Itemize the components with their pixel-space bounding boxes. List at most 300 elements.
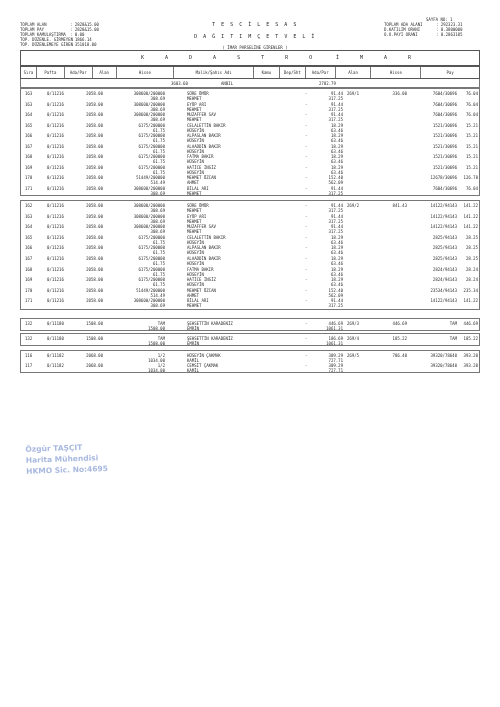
column-header: Pafta xyxy=(37,67,65,78)
row-dep-area: 562.09 xyxy=(328,180,343,185)
row-hisse: 6175/200000 xyxy=(138,234,165,240)
column-header: Alan xyxy=(336,67,372,78)
row-dep: 18.29 xyxy=(330,234,343,240)
row-father-name: MEHMET xyxy=(187,229,202,235)
row-imar-ada: 269/2 xyxy=(347,203,360,208)
row-owner-name: SÜRE ÖMÜR xyxy=(187,91,209,96)
row-hisse-area: 1508.00 xyxy=(148,341,165,346)
row-hisse: 6175/200000 xyxy=(138,256,165,261)
row-ada-par: 2058.00 xyxy=(86,277,103,283)
column-header: Pay xyxy=(446,70,454,75)
row-kamu-dash: - xyxy=(305,122,308,128)
row-dep: 91.44 xyxy=(330,91,343,96)
row-ada-par: 2068.00 xyxy=(86,353,103,358)
header-value: : 351018.00 xyxy=(70,42,97,47)
row-hisse-area: 61.75 xyxy=(152,159,165,164)
row-father-name: MEHMET xyxy=(187,218,202,224)
row-pay: 76.04 xyxy=(465,112,478,117)
row-hisse-area: 1508.00 xyxy=(148,326,165,331)
row-pay: 141.22 xyxy=(463,203,478,208)
row-pay: 126.78 xyxy=(463,175,478,180)
row-dep: 446.69 xyxy=(328,321,343,326)
row-owner-name: CELALETTİN BAKIR xyxy=(187,234,226,240)
header-label: D.KATILIM ORANI xyxy=(384,27,421,32)
row-number: 163 xyxy=(25,213,33,219)
row-dep: 91.44 xyxy=(330,213,343,219)
table-subrow xyxy=(21,303,481,310)
row-hisse: TAM xyxy=(157,336,165,341)
header-row xyxy=(384,32,463,37)
row-dep-area: 63.46 xyxy=(330,148,343,154)
row-dep-area: 63.46 xyxy=(330,261,343,266)
row-hisse: 6175/200000 xyxy=(138,122,165,128)
title-line-2: D A Ğ I T I M Ç E T V E L İ xyxy=(194,34,316,40)
row-owner-name: ALPASLAN BAKIR xyxy=(187,133,221,138)
title-line-3: ( İMAR PARSELİNE GİRENLER ) xyxy=(222,45,288,50)
column-header: Dep/Sht xyxy=(280,67,306,78)
row-dep: 91.44 xyxy=(330,224,343,230)
row-pafta: 0/11216 xyxy=(47,175,64,180)
row-pay: 28.25 xyxy=(465,234,478,240)
row-father-name: HÜSEYİN xyxy=(187,250,204,256)
row-imar-hisse: 2824/94143 xyxy=(432,277,457,283)
row-pafta: 0/11216 xyxy=(47,185,64,191)
column-header-row xyxy=(20,66,480,79)
row-father-name: AHMET xyxy=(187,292,200,298)
row-number: 165 xyxy=(25,122,33,128)
row-imar-hisse: 1521/30696 xyxy=(432,133,457,138)
row-imar-alan: 841.43 xyxy=(392,203,407,208)
row-kamu-dash: - xyxy=(305,245,308,251)
row-ada-par: 2058.00 xyxy=(86,122,103,128)
row-pafta: 0/11216 xyxy=(47,224,64,230)
row-father-name: HÜSEYİN xyxy=(187,261,204,266)
row-owner-name: CELALETTİN BAKIR xyxy=(187,122,226,128)
header-summary-left xyxy=(20,22,99,47)
row-dep: 18.29 xyxy=(330,245,343,251)
row-number: 168 xyxy=(25,154,33,159)
row-dep-area: 63.46 xyxy=(330,250,343,256)
row-father-name: HÜSEYİN xyxy=(187,159,204,164)
header-value: : 1866.14 xyxy=(70,37,92,42)
row-ada-par: 2058.00 xyxy=(86,213,103,219)
table-subrow xyxy=(21,368,481,375)
section-header xyxy=(20,50,480,66)
row-dep: 18.29 xyxy=(330,164,343,170)
row-kamu-dash: - xyxy=(305,133,308,138)
row-dep: 91.44 xyxy=(330,112,343,117)
row-kamu-dash: - xyxy=(305,287,308,293)
row-hisse: 308600/200000 xyxy=(133,203,165,208)
row-dep-area: 317.25 xyxy=(328,96,343,101)
row-pafta: 0/11216 xyxy=(47,203,64,208)
row-hisse-area: 308.69 xyxy=(150,229,165,235)
row-imar-hisse: 7604/30696 xyxy=(432,91,457,96)
first-row-name: ANBIL xyxy=(221,81,234,86)
row-hisse-area: 308.69 xyxy=(150,303,165,309)
header-value: : 0.2863185 xyxy=(436,32,463,37)
row-number: 164 xyxy=(25,224,33,230)
row-pay: 28.24 xyxy=(465,277,478,283)
row-imar-hisse: 2825/94143 xyxy=(432,245,457,251)
parcel-group-2 xyxy=(20,200,480,310)
row-dep-area: 727.71 xyxy=(328,358,343,363)
row-imar-hisse: 39320/78640 xyxy=(430,363,457,368)
row-pay: 393.20 xyxy=(463,363,478,368)
row-dep: 309.29 xyxy=(328,353,343,358)
row-kamu-dash: - xyxy=(305,321,308,326)
row-imar-hisse: 39320/78640 xyxy=(430,353,457,358)
row-kamu-dash: - xyxy=(305,277,308,283)
stamp-line-2: Harita Mühendisi xyxy=(25,453,99,465)
row-ada-par: 2058.00 xyxy=(86,266,103,272)
row-pafta: 0/11182 xyxy=(47,353,64,358)
row-owner-name: MUZAFFER SAV xyxy=(187,112,216,117)
header-value: : 0.00 xyxy=(70,32,85,37)
row-imar-hisse: 14122/94143 xyxy=(430,203,457,208)
row-hisse: 308600/200000 xyxy=(133,101,165,107)
row-pafta: 0/11216 xyxy=(47,266,64,272)
column-header: Malik/Şahıs Adı xyxy=(174,67,254,78)
row-imar-alan: 446.69 xyxy=(392,321,407,326)
row-father-name: HÜSEYİN xyxy=(187,127,204,133)
row-imar-ada: 269/4 xyxy=(347,336,360,341)
row-hisse: 6175/200000 xyxy=(138,154,165,159)
row-imar-ada: 269/5 xyxy=(347,353,360,358)
row-imar-hisse: 1521/30696 xyxy=(432,154,457,159)
row-ada-par: 2058.00 xyxy=(86,143,103,149)
table-subrow xyxy=(21,341,481,348)
row-number: 168 xyxy=(25,266,33,272)
row-hisse: 51449/200000 xyxy=(136,287,165,293)
row-ada-par: 2058.00 xyxy=(86,224,103,230)
row-ada-par: 2058.00 xyxy=(86,203,103,208)
row-ada-par: 2058.00 xyxy=(86,256,103,261)
row-owner-name: HATİCE İNSİZ xyxy=(187,277,216,283)
row-pay: 393.20 xyxy=(463,353,478,358)
row-kamu-dash: - xyxy=(305,213,308,219)
row-dep-area: 562.09 xyxy=(328,292,343,298)
row-dep-area: 63.46 xyxy=(330,127,343,133)
row-dep: 309.29 xyxy=(328,363,343,368)
header-value: : 2828&15.00 xyxy=(70,27,99,32)
row-owner-name: CEMSİT ÇAKMAK xyxy=(187,363,219,368)
row-dep-area: 317.25 xyxy=(328,303,343,309)
row-pay: 141.22 xyxy=(463,298,478,304)
row-ada-par: 2068.00 xyxy=(86,363,103,368)
title-line-1: T E S C İ L E S A S xyxy=(212,22,298,28)
row-father-name: MEHMET xyxy=(187,117,202,122)
header-value: : 2828&15.00 xyxy=(70,22,99,27)
row-dep-area: 63.46 xyxy=(330,271,343,277)
row-pafta: 0/11216 xyxy=(47,213,64,219)
row-number: 166 xyxy=(25,133,33,138)
row-kamu-dash: - xyxy=(305,154,308,159)
row-hisse-area: 308.69 xyxy=(150,190,165,196)
row-pay: 28.25 xyxy=(465,245,478,251)
header-label: TOPLAM ADA ALANI xyxy=(384,22,423,27)
row-hisse-area: 61.75 xyxy=(152,127,165,133)
row-pay: 15.21 xyxy=(465,122,478,128)
section-kadastro: K A D A S T R O xyxy=(141,55,322,61)
row-father-name: EMRİN xyxy=(187,326,200,331)
row-dep-area: 63.46 xyxy=(330,159,343,164)
row-hisse-area: 61.75 xyxy=(152,239,165,245)
row-number: 162 xyxy=(25,203,33,208)
row-dep: 18.29 xyxy=(330,256,343,261)
row-imar-hisse: 1521/30696 xyxy=(432,143,457,149)
row-hisse: 1/2 xyxy=(157,353,165,358)
row-hisse: 6175/200000 xyxy=(138,266,165,272)
row-hisse: 308600/200000 xyxy=(133,112,165,117)
header-label: TOP. DÜZENLEMEYE GİREN xyxy=(20,42,73,47)
row-number: 163 xyxy=(25,91,33,96)
row-dep-area: 317.25 xyxy=(328,117,343,122)
row-owner-name: BİLAL ARI xyxy=(187,185,209,191)
row-number: 165 xyxy=(25,234,33,240)
row-hisse-area: 514.49 xyxy=(150,292,165,298)
row-number: 132 xyxy=(25,321,33,326)
row-kamu-dash: - xyxy=(305,164,308,170)
row-ada-par: 2058.00 xyxy=(86,185,103,191)
row-pafta: 0/11216 xyxy=(47,164,64,170)
row-father-name: MEHMET xyxy=(187,303,202,309)
row-hisse: 308600/200000 xyxy=(133,224,165,230)
header-summary-right xyxy=(384,22,463,37)
row-pay: 446.69 xyxy=(463,321,478,326)
row-ada-par: 1508.00 xyxy=(86,321,103,326)
row-imar-hisse: 1521/30696 xyxy=(432,122,457,128)
row-kamu-dash: - xyxy=(305,353,308,358)
row-kamu-dash: - xyxy=(305,256,308,261)
row-pafta: 0/11216 xyxy=(47,234,64,240)
row-hisse: TAM xyxy=(157,321,165,326)
row-hisse: 308600/200000 xyxy=(133,298,165,304)
header-row xyxy=(20,42,99,47)
row-dep-area: 63.46 xyxy=(330,239,343,245)
row-imar-alan: 786.40 xyxy=(392,353,407,358)
row-ada-par: 2058.00 xyxy=(86,298,103,304)
row-owner-name: EYÜP ARI xyxy=(187,101,207,107)
row-father-name: MEHMET xyxy=(187,190,202,196)
row-ada-par: 1508.00 xyxy=(86,336,103,341)
row-owner-name: FATMA BAKIR xyxy=(187,266,214,272)
row-pay: 15.21 xyxy=(465,164,478,170)
row-kamu-dash: - xyxy=(305,363,308,368)
row-number: 167 xyxy=(25,143,33,149)
row-father-name: HÜSEYİN xyxy=(187,169,204,175)
row-kamu-dash: - xyxy=(305,266,308,272)
row-number: 116 xyxy=(25,353,33,358)
row-owner-name: ŞEHSETTİN KARADENİZ xyxy=(187,336,233,341)
row-owner-name: MEHMET ÖZCAN xyxy=(187,287,216,293)
row-dep: 18.29 xyxy=(330,266,343,272)
column-header: Hisse xyxy=(117,67,175,78)
table-subrow xyxy=(21,191,481,198)
row-hisse-area: 1034.00 xyxy=(148,358,165,363)
row-number: 171 xyxy=(25,185,33,191)
row-imar-hisse: 7604/30696 xyxy=(432,185,457,191)
row-father-name: HÜSEYİN xyxy=(187,239,204,245)
row-hisse: 6175/200000 xyxy=(138,133,165,138)
row-dep: 91.44 xyxy=(330,185,343,191)
row-father-name: EMRİN xyxy=(187,341,200,346)
parcel-group-4 xyxy=(20,333,480,346)
row-pafta: 0/11216 xyxy=(47,256,64,261)
column-header: Alan xyxy=(93,67,117,78)
row-pafta: 0/11216 xyxy=(47,245,64,251)
row-dep: 91.44 xyxy=(330,298,343,304)
row-pafta: 0/11180 xyxy=(47,321,64,326)
row-pay: 15.21 xyxy=(465,133,478,138)
row-number: 170 xyxy=(25,287,33,293)
stamp-line-3: HKMO Sic. No:4695 xyxy=(26,463,109,476)
row-hisse-area: 61.75 xyxy=(152,138,165,143)
row-owner-name: SÜRE ÖMÜR xyxy=(187,203,209,208)
row-imar-hisse: 14122/94143 xyxy=(430,224,457,230)
row-pafta: 0/11216 xyxy=(47,122,64,128)
row-ada-par: 2058.00 xyxy=(86,133,103,138)
row-dep: 186.69 xyxy=(328,336,343,341)
header-value: : 292323.31 xyxy=(436,22,463,27)
row-hisse-area: 61.75 xyxy=(152,169,165,175)
row-imar-hisse: 12678/30696 xyxy=(430,175,457,180)
row-pay: 141.22 xyxy=(463,224,478,230)
row-ada-par: 2058.00 xyxy=(86,245,103,251)
row-hisse-area: 61.75 xyxy=(152,148,165,154)
row-hisse-area: 61.75 xyxy=(152,282,165,288)
row-imar-alan: 185.22 xyxy=(392,336,407,341)
row-ada-par: 2058.00 xyxy=(86,164,103,170)
row-number: 166 xyxy=(25,245,33,251)
row-pafta: 0/11216 xyxy=(47,287,64,293)
row-hisse-area: 308.69 xyxy=(150,208,165,213)
row-dep-area: 63.46 xyxy=(330,282,343,288)
row-dep-area: 63.46 xyxy=(330,138,343,143)
row-father-name: HÜSEYİN xyxy=(187,138,204,143)
row-number: 117 xyxy=(25,363,33,368)
row-pafta: 0/11216 xyxy=(47,133,64,138)
row-pay: 76.04 xyxy=(465,185,478,191)
row-imar-hisse: 2824/94143 xyxy=(432,266,457,272)
row-pafta: 0/11216 xyxy=(47,277,64,283)
header-label: TOPLAM ALAN xyxy=(20,22,47,27)
row-dep-area: 317.25 xyxy=(328,190,343,196)
table-subrow xyxy=(21,326,481,333)
row-kamu-dash: - xyxy=(305,112,308,117)
row-imar-hisse: 23534/94143 xyxy=(430,287,457,293)
row-father-name: MEHMET xyxy=(187,208,202,213)
parcel-group-3 xyxy=(20,318,480,331)
row-pay: 15.21 xyxy=(465,143,478,149)
row-pay: 28.25 xyxy=(465,256,478,261)
row-number: 171 xyxy=(25,298,33,304)
column-header: Ada/Par xyxy=(306,67,336,78)
row-kamu-dash: - xyxy=(305,143,308,149)
row-hisse-area: 308.69 xyxy=(150,96,165,101)
row-ada-par: 2058.00 xyxy=(86,175,103,180)
row-kamu-dash: - xyxy=(305,175,308,180)
row-imar-hisse: TAM xyxy=(449,321,457,326)
row-hisse-area: 308.69 xyxy=(150,218,165,224)
row-dep-area: 1061.31 xyxy=(326,326,343,331)
header-label: TOP. DÜZENLE. GİRMEYEN xyxy=(20,37,73,42)
row-pay: 185.22 xyxy=(463,336,478,341)
header-label: O.O.PAYI ORANI xyxy=(384,32,418,37)
row-owner-name: HATİCE İNSİZ xyxy=(187,164,216,170)
row-hisse-area: 61.75 xyxy=(152,261,165,266)
row-kamu-dash: - xyxy=(305,224,308,230)
header-label: TOPLAM KAMULAŞTIRMA xyxy=(20,32,66,37)
row-pafta: 0/11180 xyxy=(47,336,64,341)
row-ada-par: 2058.00 xyxy=(86,234,103,240)
row-hisse-area: 61.75 xyxy=(152,250,165,256)
row-dep: 91.44 xyxy=(330,101,343,107)
row-dep-area: 317.25 xyxy=(328,229,343,235)
row-owner-name: MEHMET ÖZCAN xyxy=(187,175,216,180)
row-pafta: 0/11216 xyxy=(47,143,64,149)
engineer-stamp xyxy=(25,440,131,488)
row-pafta: 0/11216 xyxy=(47,91,64,96)
row-father-name: MEHMET xyxy=(187,96,202,101)
row-dep: 18.29 xyxy=(330,154,343,159)
row-imar-alan: 336.00 xyxy=(392,91,407,96)
row-kamu-dash: - xyxy=(305,185,308,191)
row-imar-ada: 269/3 xyxy=(347,321,360,326)
row-hisse: 6175/200000 xyxy=(138,164,165,170)
row-pay: 141.22 xyxy=(463,213,478,219)
row-pafta: 0/11216 xyxy=(47,101,64,107)
row-dep-area: 727.71 xyxy=(328,368,343,373)
row-hisse: 6175/200000 xyxy=(138,277,165,283)
row-number: 169 xyxy=(25,164,33,170)
row-pay: 76.04 xyxy=(465,91,478,96)
row-owner-name: EYÜP ARI xyxy=(187,213,207,219)
column-header: Kamu xyxy=(254,67,280,78)
row-number: 170 xyxy=(25,175,33,180)
row-father-name: KAMİL xyxy=(187,358,200,363)
first-row-group xyxy=(20,79,480,88)
column-header: Ada/Par xyxy=(65,67,93,78)
section-imar: İ M A R xyxy=(336,55,421,61)
row-owner-name: ALAADDİN BAKIR xyxy=(187,143,221,149)
row-father-name: HÜSEYİN xyxy=(187,148,204,154)
header-value: : 0.3800000 xyxy=(436,27,463,32)
row-imar-hisse: 7604/30696 xyxy=(432,112,457,117)
row-number: 169 xyxy=(25,277,33,283)
row-pafta: 0/11216 xyxy=(47,154,64,159)
row-owner-name: HÜSEYİN ÇAKMAK xyxy=(187,353,221,358)
row-dep-area: 317.25 xyxy=(328,218,343,224)
row-father-name: KAMİL xyxy=(187,368,200,373)
row-pafta: 0/11216 xyxy=(47,112,64,117)
row-father-name: AHMET xyxy=(187,180,200,185)
row-pay: 76.04 xyxy=(465,101,478,107)
row-owner-name: ALAADDİN BAKIR xyxy=(187,256,221,261)
row-dep: 18.29 xyxy=(330,143,343,149)
row-imar-hisse: 14122/94143 xyxy=(430,298,457,304)
row-pay: 15.21 xyxy=(465,154,478,159)
row-dep: 152.40 xyxy=(328,175,343,180)
row-owner-name: ŞEHSETTİN KARADENİZ xyxy=(187,321,233,326)
row-dep: 91.44 xyxy=(330,203,343,208)
row-hisse: 1/2 xyxy=(157,363,165,368)
row-pafta: 0/11216 xyxy=(47,298,64,304)
row-ada-par: 2058.00 xyxy=(86,154,103,159)
row-imar-ada: 269/1 xyxy=(347,91,360,96)
row-number: 132 xyxy=(25,336,33,341)
page-number: SAYFA NO: 1 xyxy=(426,17,453,22)
